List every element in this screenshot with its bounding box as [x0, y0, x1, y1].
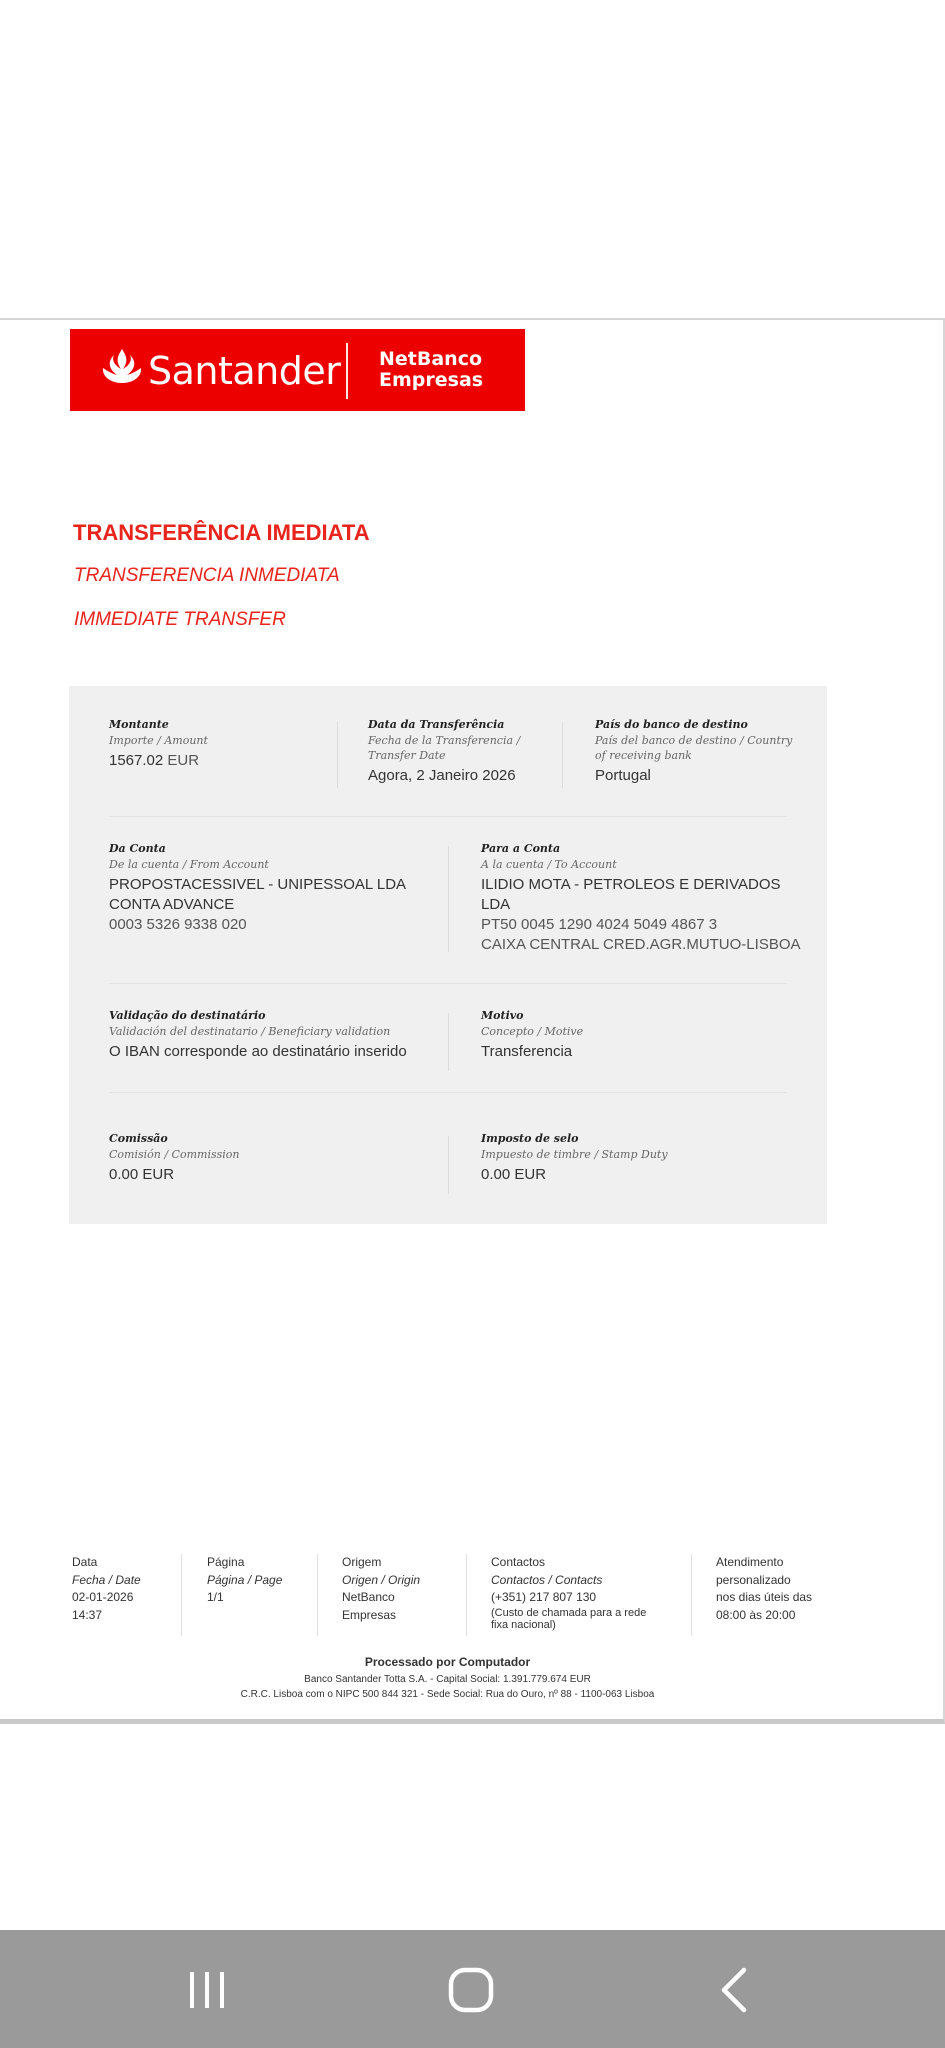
country-label: País do banco de destino: [595, 718, 748, 731]
transfer-date-sublabel: Fecha de la Transferencia / Transfer Date: [368, 734, 521, 762]
footer-contacts-label: Contactos: [491, 1555, 546, 1569]
transfer-date-value: Agora, 2 Janeiro 2026: [368, 767, 516, 784]
logo-product-line1: NetBanco: [379, 348, 483, 370]
validation-field: [109, 1009, 449, 1062]
footer-date-value: 02-01-2026: [72, 1590, 134, 1604]
logo-divider: [346, 343, 348, 399]
footer-page-value: 1/1: [207, 1590, 224, 1604]
motive-value: Transferencia: [481, 1043, 573, 1060]
commission-value: 0.00 EUR: [109, 1166, 175, 1183]
amount-currency: EUR: [167, 752, 200, 769]
footer-separator: [181, 1554, 182, 1636]
santander-logo: [70, 329, 525, 411]
country-field: [595, 718, 805, 786]
motive-label: Motivo: [481, 1009, 524, 1022]
footer-contacts-note2: fixa nacional): [491, 1618, 556, 1631]
to-account-value: [481, 875, 821, 955]
amount-label: Montante: [109, 718, 169, 731]
footer-origin: [342, 1554, 462, 1624]
separator: [337, 722, 338, 788]
footer-service: [716, 1554, 836, 1624]
recent-apps-icon[interactable]: [172, 1960, 242, 2020]
to-account-name-cont: LDA: [481, 896, 511, 913]
title-pt: TRANSFERÊNCIA IMEDIATA: [73, 520, 370, 545]
footer-date-sublabel: Fecha / Date: [72, 1572, 141, 1587]
stamp-duty-field: [481, 1132, 781, 1185]
logo-product-text: [379, 349, 483, 391]
footer-page: [207, 1554, 307, 1607]
footer-origin-value2: Empresas: [342, 1607, 397, 1622]
motive-sublabel: Concepto / Motive: [481, 1025, 584, 1038]
home-icon[interactable]: [436, 1960, 506, 2020]
commission-sublabel: Comisión / Commission: [109, 1148, 240, 1161]
transfer-details-panel: [69, 686, 827, 1224]
stamp-duty-sublabel: Impuesto de timbre / Stamp Duty: [481, 1148, 668, 1161]
motive-field: [481, 1009, 781, 1062]
footer-date-label: Data: [72, 1555, 98, 1569]
amount-sublabel: Importe / Amount: [109, 734, 208, 747]
santander-flame-icon: [101, 347, 143, 389]
amount-value: [109, 751, 309, 771]
amount-field: [109, 718, 309, 771]
separator: [448, 846, 449, 952]
footer-origin-label: Origem: [342, 1555, 382, 1569]
validation-sublabel: Validación del destinatario / Beneficiary validation: [109, 1025, 391, 1038]
footer-separator: [466, 1554, 467, 1636]
footer-separator: [691, 1554, 692, 1636]
footer-origin-value1: NetBanco: [342, 1590, 395, 1604]
separator: [448, 1136, 449, 1194]
logo-brand-text: Santander: [148, 349, 341, 393]
separator: [562, 722, 563, 788]
to-account-sublabel: A la cuenta / To Account: [481, 858, 617, 871]
from-account-sublabel: De la cuenta / From Account: [109, 858, 269, 871]
amount-number: 1567.02: [109, 752, 164, 769]
footer-contacts-sublabel: Contactos / Contacts: [491, 1572, 603, 1587]
to-account-bank: CAIXA CENTRAL CRED.AGR.MUTUO-LISBOA: [481, 936, 801, 953]
footer-service-line4: 08:00 às 20:00: [716, 1607, 796, 1622]
legal-line-2: C.R.C. Lisboa com o NIPC 500 844 321 - Sede Social: Rua do Ouro, nº 88 - 1100-063 Lisboa: [240, 1689, 655, 1700]
to-account-field: [481, 842, 821, 955]
to-account-name: ILIDIO MOTA - PETROLEOS E DERIVADOS: [481, 876, 781, 893]
legal-line-1: Banco Santander Totta S.A. - Capital Social: 1.391.779.674 EUR: [304, 1674, 591, 1685]
stamp-duty-value: 0.00 EUR: [481, 1166, 547, 1183]
from-account-value: [109, 875, 449, 935]
footer-separator: [317, 1554, 318, 1636]
from-account-number: 0003 5326 9338 020: [109, 916, 247, 933]
logo-product-line2: Empresas: [379, 369, 484, 391]
validation-label: Validação do destinatário: [109, 1009, 266, 1022]
row-divider: [109, 816, 787, 817]
commission-label: Comissão: [109, 1132, 168, 1145]
commission-field: [109, 1132, 409, 1185]
footer-service-line3: nos dias úteis das: [716, 1590, 813, 1604]
system-navigation-bar: [0, 1930, 945, 2048]
footer-date: [72, 1554, 182, 1624]
from-account-name: PROPOSTACESSIVEL - UNIPESSOAL LDA: [109, 876, 407, 893]
from-account-field: [109, 842, 449, 935]
country-value: Portugal: [595, 767, 651, 784]
footer-origin-sublabel: Origen / Origin: [342, 1572, 421, 1587]
separator: [448, 1013, 449, 1071]
transfer-date-field: [368, 718, 568, 786]
title-en: IMMEDIATE TRANSFER: [74, 609, 286, 630]
footer-service-line1: Atendimento: [716, 1555, 784, 1569]
country-sublabel: País del banco de destino / Country of receiving bank: [595, 734, 793, 762]
footer-contacts-phone: (+351) 217 807 130: [491, 1590, 597, 1604]
to-account-label: Para a Conta: [481, 842, 561, 855]
processed-by-computer: Processado por Computador: [364, 1655, 531, 1669]
footer-page-sublabel: Página / Page: [207, 1572, 283, 1587]
transfer-date-label: Data da Transferência: [368, 718, 505, 731]
footer-contacts: [491, 1554, 691, 1631]
validation-value: O IBAN corresponde ao destinatário inserido: [109, 1043, 407, 1060]
footer-time-value: 14:37: [72, 1607, 103, 1622]
footer-page-label: Página: [207, 1555, 245, 1569]
stamp-duty-label: Imposto de selo: [481, 1132, 579, 1145]
to-account-iban: PT50 0045 1290 4024 5049 4867 3: [481, 916, 718, 933]
footer-service-line2: personalizado: [716, 1572, 791, 1587]
from-account-type: CONTA ADVANCE: [109, 896, 235, 913]
row-divider: [109, 983, 787, 984]
title-es: TRANSFERENCIA INMEDIATA: [74, 565, 340, 586]
footer-contacts-note1: (Custo de chamada para a rede: [491, 1606, 647, 1619]
row-divider: [109, 1092, 787, 1093]
receipt-document: [0, 318, 945, 1724]
from-account-label: Da Conta: [109, 842, 166, 855]
back-icon[interactable]: [702, 1960, 772, 2020]
